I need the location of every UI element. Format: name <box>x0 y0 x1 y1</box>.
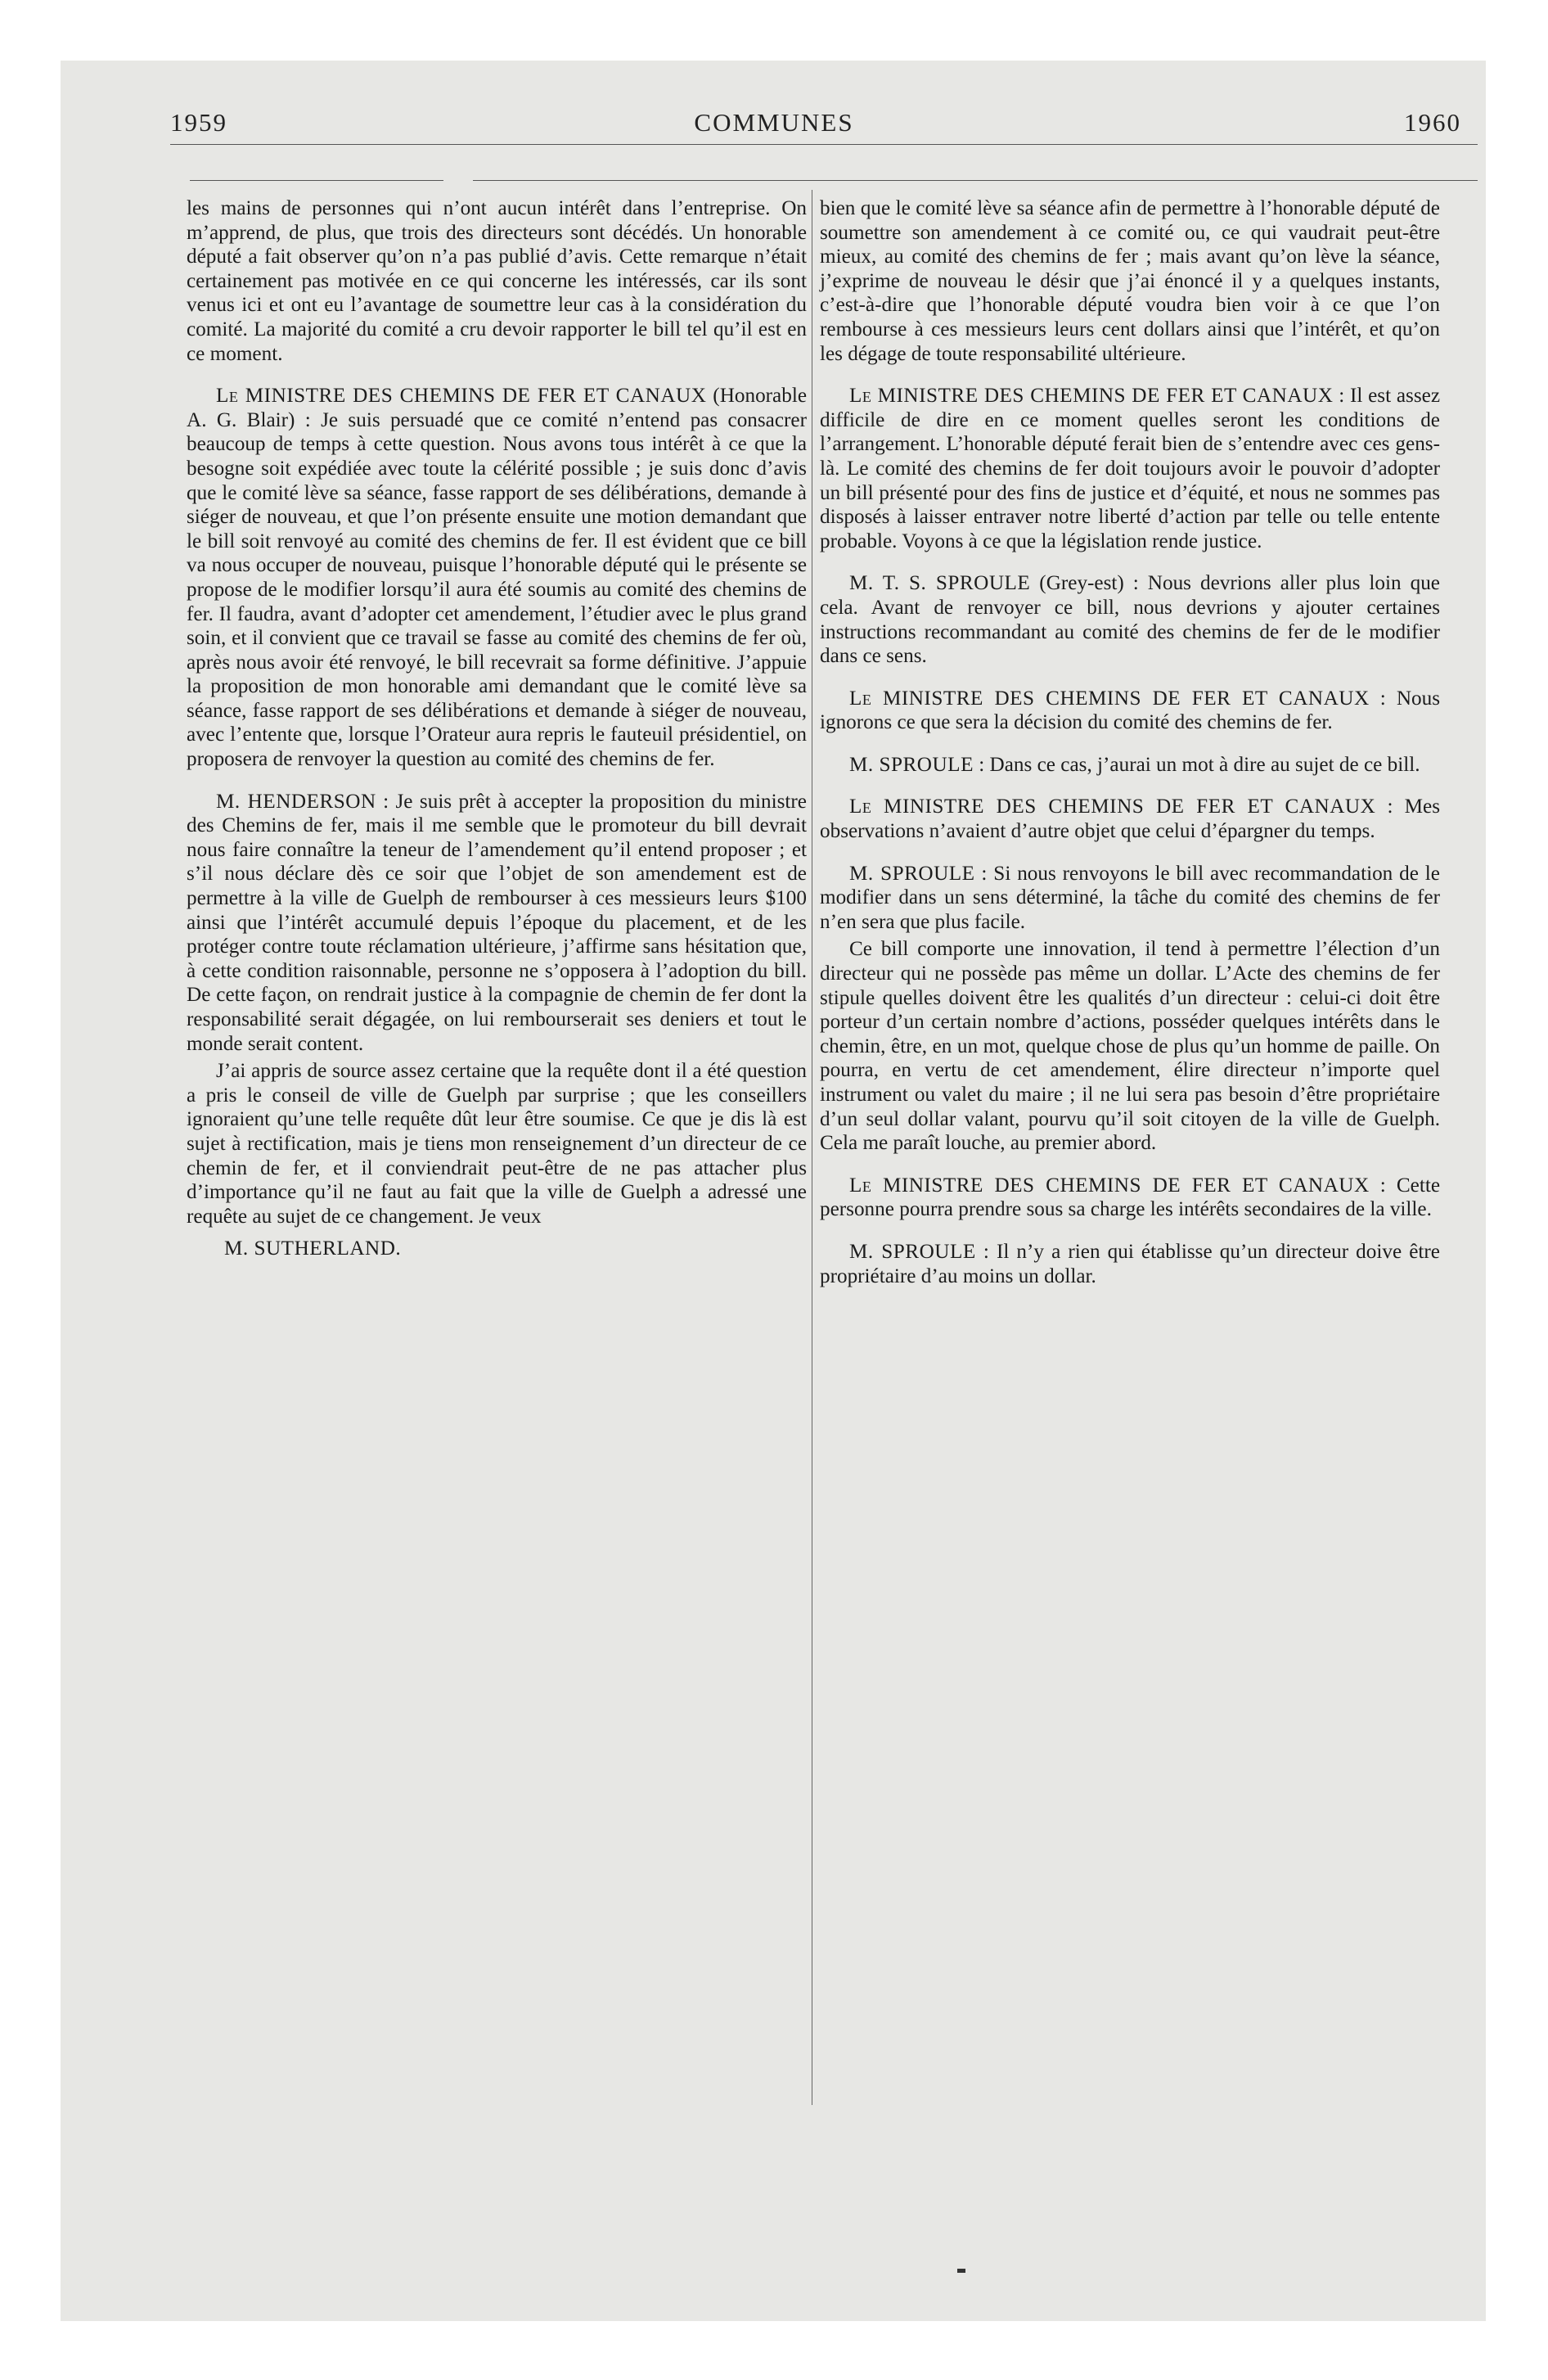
speech-paragraph <box>820 687 1440 735</box>
paragraph <box>820 937 1440 1155</box>
speech-text: : Il n’y a rien qui établisse qu’un directeur doive être propriétaire d’au moins un dollar. <box>820 1240 1440 1287</box>
speaker-name: Le MINISTRE DES CHEMINS DE FER ET CANAUX <box>849 796 1376 818</box>
speech-text: : Je suis prêt à accepter la proposition du ministre des Chemins de fer, mais il me semble que le promoteur du bill devrait nous faire connaître la teneur de l’amendement qu’il entend proposer ; et s’il nous déclare dès ce soir que l’objet de son amendement est de permettre à la ville de Guelph de rembourser à ces messieurs leurs $100 ainsi que l’intérêt accumulé depuis l’époque du placement, et de les protéger contre toute réclamation ultérieure, j’affirme sans hésitation que, à cette condition raisonnable, personne ne s’opposera à l’adoption du bill. De cette façon, on rendrait justice à la compagnie de chemin de fer dont la responsabilité serait dégagée, on lui rembourserait ses deniers et tout le monde serait content. <box>187 790 807 1055</box>
speaker-name: Le MINISTRE DES CHEMINS DE FER ET CANAUX <box>849 1174 1370 1197</box>
speech-text: (Grey-est) : Nous devrions aller plus loin que cela. Avant de renvoyer ce bill, nous devrions y ajouter certaines instructions recommandant au comité des chemins de fer de le modifier dans ce sens. <box>820 572 1440 668</box>
speech-paragraph <box>820 753 1440 778</box>
paragraph-text: les mains de personnes qui n’ont aucun intérêt dans l’entreprise. On m’apprend, de plus, que trois des directeurs sont décédés. Un honorable député a fait observer qu’on n’a pas publié d’avis. Cette remarque n’était certainement pas motivée en ce qui concerne les intéressés, car ils sont venus ici et ont eu l’avantage de soumettre leur cas à la considération du comité. La majorité du comité a cru devoir rapporter le bill tel qu’il est en ce moment. <box>187 197 807 365</box>
left-column <box>187 196 807 1261</box>
speech-paragraph <box>820 384 1440 553</box>
paragraph <box>187 1059 807 1228</box>
speech-text: : Si nous renvoyons le bill avec recommandation de le modifier dans un sens déterminé, la tâche du comité des chemins de fer n’en sera que plus facile. <box>820 862 1440 933</box>
speech-text: : Cette personne pourra prendre sous sa charge les intérêts secondaires de la ville. <box>820 1174 1441 1221</box>
speech-text: : Dans ce cas, j’aurai un mot à dire au sujet de ce bill. <box>973 753 1420 776</box>
header-rule <box>170 144 1478 145</box>
speech-paragraph <box>820 1174 1440 1222</box>
page-mark <box>957 2269 965 2273</box>
paragraph-text: bien que le comité lève sa séance afin de permettre à l’honorable député de soumettre son amendement à ce comité ou, ce qui vaudrait peut-être mieux, au comité des chemins de fer ; mais avant qu’on lève la séance, j’exprime de nouveau le désir que j’ai énoncé il y a quelques instants, c’est-à-dire que l’honorable député voudra bien voir à ce que l’on rembourse à ces messieurs leurs cent dollars ainsi que l’intérêt, et qu’on les dégage de toute responsabilité ultérieure. <box>820 197 1440 365</box>
speech-paragraph <box>820 862 1440 935</box>
speech-text: : Il est assez difficile de dire en ce moment quelles seront les conditions de l’arrangement. L’honorable député ferait bien de s’entendre avec ces gens-là. Le comité des chemins de fer doit toujours avoir le pouvoir d’adopter un bill présenté pour des fins de justice et d’équité, et nous ne sommes pas disposés à laisser entraver notre liberté d’action par telle ou telle entente probable. Voyons à ce que la législation rende justice. <box>820 385 1440 552</box>
continued-paragraph <box>820 196 1440 366</box>
continued-paragraph <box>187 196 807 366</box>
speech-paragraph <box>820 795 1440 843</box>
speech-text: : Mes observations n’avaient d’autre objet que celui d’épargner du temps. <box>820 796 1441 843</box>
speech-paragraph <box>820 1240 1440 1288</box>
speech-paragraph <box>820 571 1440 668</box>
signature-text: M. SUTHERLAND. <box>224 1237 402 1260</box>
paragraph-text: Ce bill comporte une innovation, il tend à permettre l’élection d’un directeur qui ne possède pas même un dollar. L’Acte des chemins de fer stipule quelles doivent être les qualités d’un directeur : celui-ci doit être porteur d’un certain nombre d’actions, posséder quelques intérêts dans le chemin, être, en un mot, quelque chose de plus qu’un homme de paille. On pourra, en vertu de cet amendement, élire directeur n’importe quel instrument ou valet du maire ; il ne lui sera pas besoin d’être propriétaire d’un seul dollar valant, pourvu qu’il soit citoyen de la ville de Guelph. Cela me paraît louche, au premier abord. <box>820 938 1440 1155</box>
column-rule-right <box>473 180 1478 181</box>
speaker-name: M. SPROULE <box>849 862 975 885</box>
speaker-name: Le MINISTRE DES CHEMINS DE FER ET CANAUX <box>849 687 1370 710</box>
right-column <box>820 196 1440 1288</box>
page-number-right: 1960 <box>1404 108 1461 137</box>
column-rule-left <box>190 180 443 181</box>
speaker-name: M. T. S. SPROULE <box>849 572 1031 595</box>
paragraph-text: J’ai appris de source assez certaine que la requête dont il a été question a pris le conseil de ville de Guelph par surprise ; que les conseillers ignoraient qu’une telle requête dût leur être soumise. Ce que je dis là est sujet à rectification, mais je tiens mon renseignement d’un directeur de ce chemin de fer, et il conviendrait peut-être de ne pas attacher plus d’importance qu’il ne faut au fait que la ville de Guelph a adressé une requête au sujet de ce changement. Je veux <box>187 1060 807 1228</box>
speaker-name: Le MINISTRE DES CHEMINS DE FER ET CANAUX <box>216 385 707 408</box>
speaker-name: M. HENDERSON <box>216 790 376 813</box>
running-title: COMMUNES <box>694 108 854 137</box>
speaker-name: Le MINISTRE DES CHEMINS DE FER ET CANAUX <box>849 385 1334 408</box>
speaker-name: M. SPROULE <box>849 753 974 776</box>
speaker-name: M. SPROULE <box>849 1240 976 1263</box>
speaker-signature <box>187 1237 807 1261</box>
page-number-left: 1959 <box>170 108 227 137</box>
speech-paragraph <box>187 790 807 1057</box>
speech-text: : Nous ignorons ce que sera la décision du comité des chemins de fer. <box>820 687 1440 734</box>
speech-paragraph <box>187 384 807 772</box>
speech-text: (Honorable A. G. Blair) : Je suis persuadé que ce comité n’entend pas consacrer beaucoup de temps à cette question. Nous avons tous intérêt à ce que la besogne soit expédiée avec toute la célérité possible ; je suis donc d’avis que le comité lève sa séance, fasse rapport de ses délibérations, demande à siéger de nouveau, et que l’on présente ensuite une motion demandant que le bill soit renvoyé au comité des chemins de fer. Il est évident que ce bill va nous occuper de nouveau, puisque l’honorable député qui le présente se propose de le modifier lorsqu’il aura été soumis au comité des chemins de fer. Il faudra, avant d’adopter cet amendement, l’étudier avec le plus grand soin, et il convient que ce travail se fasse au comité des chemins de fer où, après nous avoir été renvoyé, le bill recevrait sa forme définitive. J’appuie la proposition de mon honorable ami demandant que le comité lève sa séance, fasse rapport de ses délibérations et demande à siéger de nouveau, avec l’entente que, lorsque l’Orateur aura repris le fauteuil présidentiel, on proposera de renvoyer la question au comité des chemins de fer. <box>187 385 808 771</box>
